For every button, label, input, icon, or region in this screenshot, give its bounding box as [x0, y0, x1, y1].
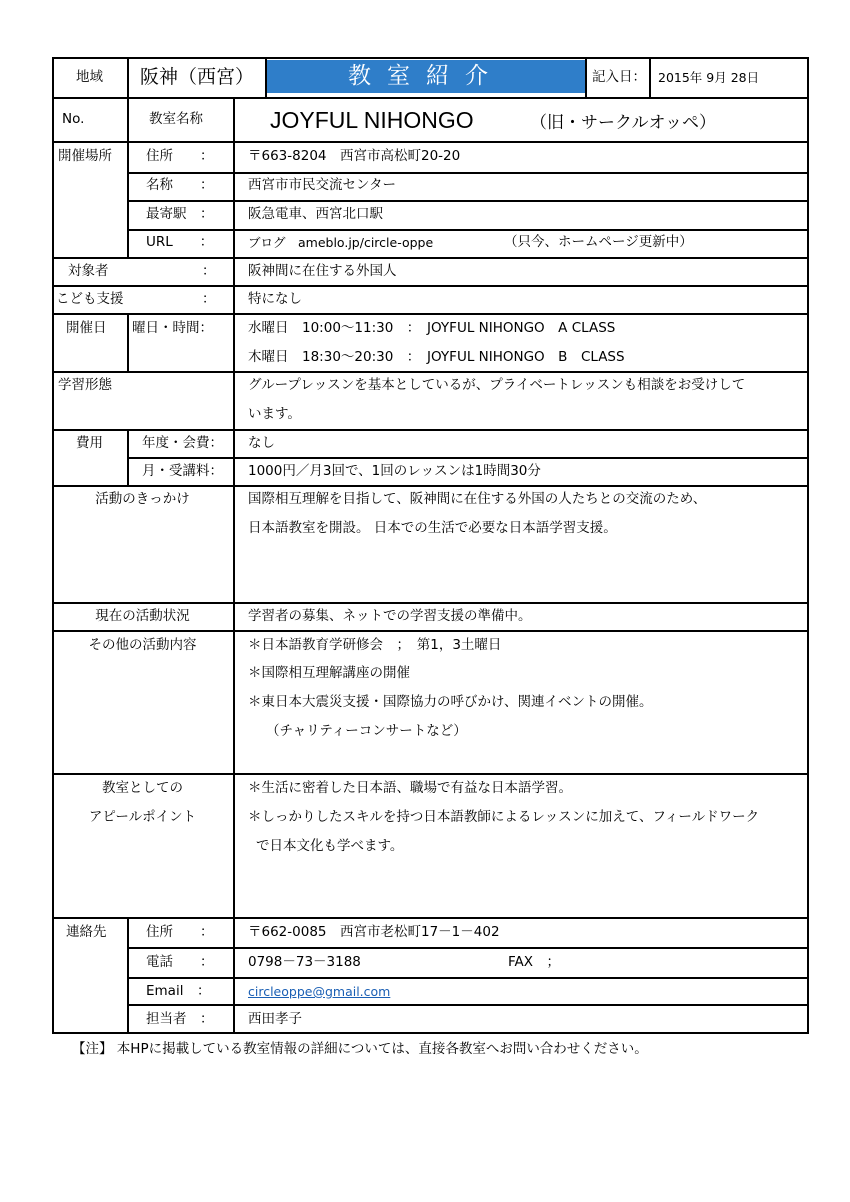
contact-person: 西田孝子: [248, 1011, 302, 1027]
venue-url-note: （只今、ホームページ更新中）: [504, 234, 693, 250]
kids-label: こども支援: [56, 291, 124, 307]
origin-label: 活動のきっかけ: [95, 491, 190, 507]
origin-line: 日本語教室を開設。 日本での生活で必要な日本語学習支援。: [248, 520, 617, 536]
venue-address: 〒663-8204 西宮市高松町20-20: [248, 148, 461, 164]
schedule-sub-label: 曜日・時間：: [132, 320, 213, 336]
border-right: [807, 57, 809, 1034]
contact-person-label: 担当者 ：: [146, 1011, 214, 1027]
kids-colon: ：: [202, 291, 216, 307]
border-left: [52, 57, 54, 1034]
other-label: その他の活動内容: [88, 637, 197, 653]
date-label: 記入日：: [592, 69, 646, 85]
class-old-name: （旧・サークルオッペ）: [530, 113, 716, 133]
fees-annual-value: なし: [248, 435, 275, 451]
origin-line: 国際相互理解を目指して、阪神間に在住する外国の人たちとの交流のため、: [248, 491, 707, 507]
format-line: います。: [248, 406, 301, 422]
other-line: ＊東日本大震災支援・国際協力の呼びかけ、関連イベントの開催。: [248, 694, 653, 710]
target-value: 阪神間に在住する外国人: [248, 263, 397, 279]
venue-place: 西宮市市民交流センター: [248, 177, 396, 193]
border-bottom: [52, 1032, 809, 1034]
footnote: 【注】 本HPに掲載している教室情報の詳細については、直接各教室へお問い合わせください。: [72, 1041, 648, 1057]
venue-address-label: 住所 ：: [146, 148, 214, 164]
kids-value: 特になし: [248, 291, 302, 307]
venue-label: 開催場所: [58, 148, 112, 164]
venue-url-label: URL ：: [146, 234, 214, 250]
venue-url[interactable]: ブログ ameblo.jp/circle-oppe: [248, 235, 434, 250]
fees-monthly-value: 1000円／月3回で、1回のレッスンは1時間30分: [248, 463, 541, 479]
other-line: ＊国際相互理解講座の開催: [248, 665, 410, 681]
contact-phone-label: 電話 ：: [146, 954, 214, 970]
border-top: [52, 57, 809, 59]
fees-label: 費用: [76, 435, 103, 451]
page-title: 教室紹介: [348, 63, 504, 89]
current-label: 現在の活動状況: [95, 608, 190, 624]
venue-station: 阪急電車、西宮北口駅: [248, 206, 383, 222]
fees-monthly-label: 月・受講料：: [142, 463, 223, 479]
schedule-line: 水曜日 10:00〜11:30 ： JOYFUL NIHONGO A CLASS: [248, 320, 616, 336]
contact-phone: 0798－73－3188: [248, 954, 361, 970]
schedule-label: 開催日: [66, 320, 107, 336]
schedule-line: 木曜日 18:30〜20:30 ： JOYFUL NIHONGO B CLASS: [248, 349, 625, 365]
title-band: [267, 60, 585, 93]
no-label: No.: [62, 111, 85, 127]
info-sheet: [52, 57, 809, 1034]
contact-email-label: Email ：: [146, 983, 211, 999]
current-value: 学習者の募集、ネットでの学習支援の準備中。: [248, 608, 532, 624]
contact-email-link[interactable]: circleoppe@gmail.com: [248, 984, 391, 999]
contact-label: 連絡先: [66, 924, 107, 940]
date-value: 2015年 9月 28日: [658, 70, 760, 85]
contact-address-label: 住所 ：: [146, 924, 214, 940]
appeal-label-line1: 教室としての: [102, 780, 183, 796]
appeal-line: ＊しっかりしたスキルを持つ日本語教師によるレッスンに加えて、フィールドワーク: [248, 809, 760, 825]
appeal-line: ＊生活に密着した日本語、職場で有益な日本語学習。: [248, 780, 572, 796]
target-label: 対象者: [68, 263, 109, 279]
format-label: 学習形態: [58, 377, 112, 393]
format-line: グループレッスンを基本としているが、プライベートレッスンも相談をお受けして: [248, 377, 746, 393]
contact-address: 〒662-0085 西宮市老松町17－1－402: [248, 924, 500, 940]
other-line: ＊日本語教育学研修会 ； 第1，3土曜日: [248, 637, 502, 653]
target-colon: ：: [202, 263, 216, 279]
other-line: （チャリティーコンサートなど）: [266, 723, 467, 739]
class-name: JOYFUL NIHONGO: [270, 107, 474, 133]
venue-station-label: 最寄駅 ：: [146, 206, 214, 222]
venue-place-label: 名称 ：: [146, 177, 214, 193]
fees-annual-label: 年度・会費：: [142, 435, 223, 451]
region-label: 地域: [76, 69, 103, 85]
class-name-label: 教室名称: [149, 111, 203, 127]
appeal-line: で日本文化も学べます。: [256, 838, 404, 854]
contact-fax-label: FAX ；: [508, 954, 561, 970]
appeal-label-line2: アピールポイント: [88, 809, 197, 825]
region-value: 阪神（西宮）: [140, 66, 255, 88]
